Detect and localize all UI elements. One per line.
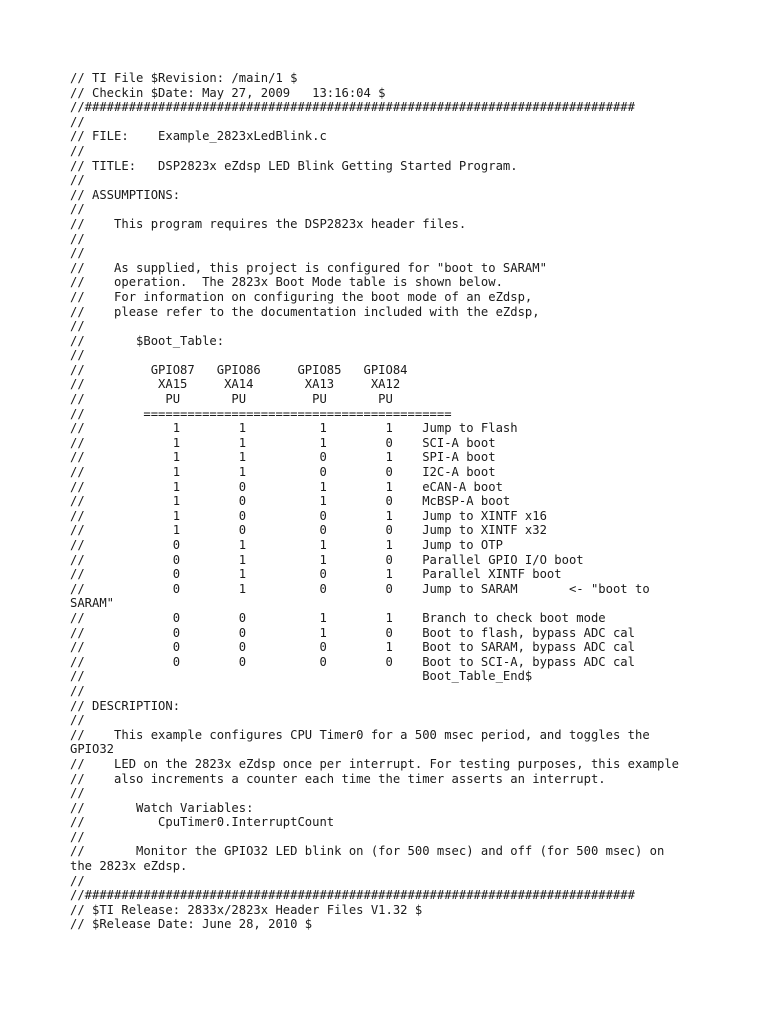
code-line: // [70,873,85,888]
code-line: // GPIO87 GPIO86 GPIO85 GPIO84 [70,362,408,377]
code-line: GPIO32 [70,742,115,757]
code-line: // [70,143,85,158]
code-line: // 1 0 0 1 Jump to XINTF x16 [70,508,547,523]
code-line: SARAM" [70,596,115,611]
code-line: // 1 1 0 1 SPI-A boot [70,450,496,465]
code-line: // ========================================== [70,406,452,421]
code-line: // XA15 XA14 XA13 XA12 [70,377,401,392]
code-line: // 1 1 1 1 Jump to Flash [70,421,518,436]
code-line: // Monitor the GPIO32 LED blink on (for 500 msec) and off (for 500 msec) on [70,844,665,859]
code-line: // 1 0 1 0 McBSP-A boot [70,494,511,509]
code-line: // 0 1 1 1 Jump to OTP [70,538,503,552]
code-line: // [70,348,85,363]
code-line: // [70,114,85,129]
code-line: // DESCRIPTION: [70,698,181,713]
code-line: // operation. The 2823x Boot Mode table is shown below. [70,275,503,290]
code-line: // 0 1 0 0 Jump to SARAM <- "boot to [70,581,650,596]
code-line: // 1 1 0 0 I2C-A boot [70,465,496,480]
code-line: // Checkin $Date: May 27, 2009 13:16:04 $ [70,85,386,100]
code-line: // 0 0 0 0 Boot to SCI-A, bypass ADC cal [70,654,635,669]
code-line: // 0 0 1 0 Boot to flash, bypass ADC cal [70,625,635,640]
code-line: //########################################################################### [70,888,635,903]
code-line: // 0 0 0 1 Boot to SARAM, bypass ADC cal [70,640,635,655]
code-line: // please refer to the documentation included with the eZdsp, [70,304,540,319]
code-line: // [70,786,85,801]
code-line: // [70,829,85,844]
code-line: // TITLE: DSP2823x eZdsp LED Blink Getting Started Program. [70,158,518,173]
code-line: // 1 1 1 0 SCI-A boot [70,435,496,450]
code-line: // 1 0 0 0 Jump to XINTF x32 [70,523,547,538]
code-line: // Watch Variables: [70,800,254,815]
code-line: // This program requires the DSP2823x header files. [70,216,467,231]
code-line: // $TI Release: 2833x/2823x Header Files V1.32 $ [70,902,423,917]
code-line: // [70,231,85,246]
code-line: // [70,173,85,188]
code-line: // [70,202,85,217]
code-line: // [70,246,85,261]
code-line: // [70,683,85,698]
code-line: // 0 0 1 1 Branch to check boot mode [70,610,606,625]
code-line: // 1 0 1 1 eCAN-A boot [70,479,503,494]
code-line: // 0 1 0 1 Parallel XINTF boot [70,567,562,582]
code-line: //########################################################################### [70,100,635,115]
code-line: // TI File $Revision: /main/1 $ [70,71,298,85]
code-line: // FILE: Example_2823xLedBlink.c [70,129,327,144]
code-line: // As supplied, this project is configured for "boot to SARAM" [70,260,547,275]
code-line: // Boot_Table_End$ [70,669,533,684]
code-line: // For information on configuring the boot mode of an eZdsp, [70,289,533,304]
source-code-listing [70,71,760,932]
code-line: // $Release Date: June 28, 2010 $ [70,917,313,932]
code-line: // 0 1 1 0 Parallel GPIO I/O boot [70,552,584,567]
code-line: // [70,713,85,728]
code-line: // ASSUMPTIONS: [70,187,181,202]
code-line: // PU PU PU PU [70,392,393,407]
code-line: // [70,319,85,334]
code-line: // also increments a counter each time the timer asserts an interrupt. [70,771,606,786]
code-line: // CpuTimer0.InterruptCount [70,815,335,830]
code-line: the 2823x eZdsp. [70,859,188,874]
code-line: // $Boot_Table: [70,333,225,348]
code-line: // This example configures CPU Timer0 for a 500 msec period, and toggles the [70,727,650,742]
code-line: // LED on the 2823x eZdsp once per interrupt. For testing purposes, this example [70,756,680,771]
